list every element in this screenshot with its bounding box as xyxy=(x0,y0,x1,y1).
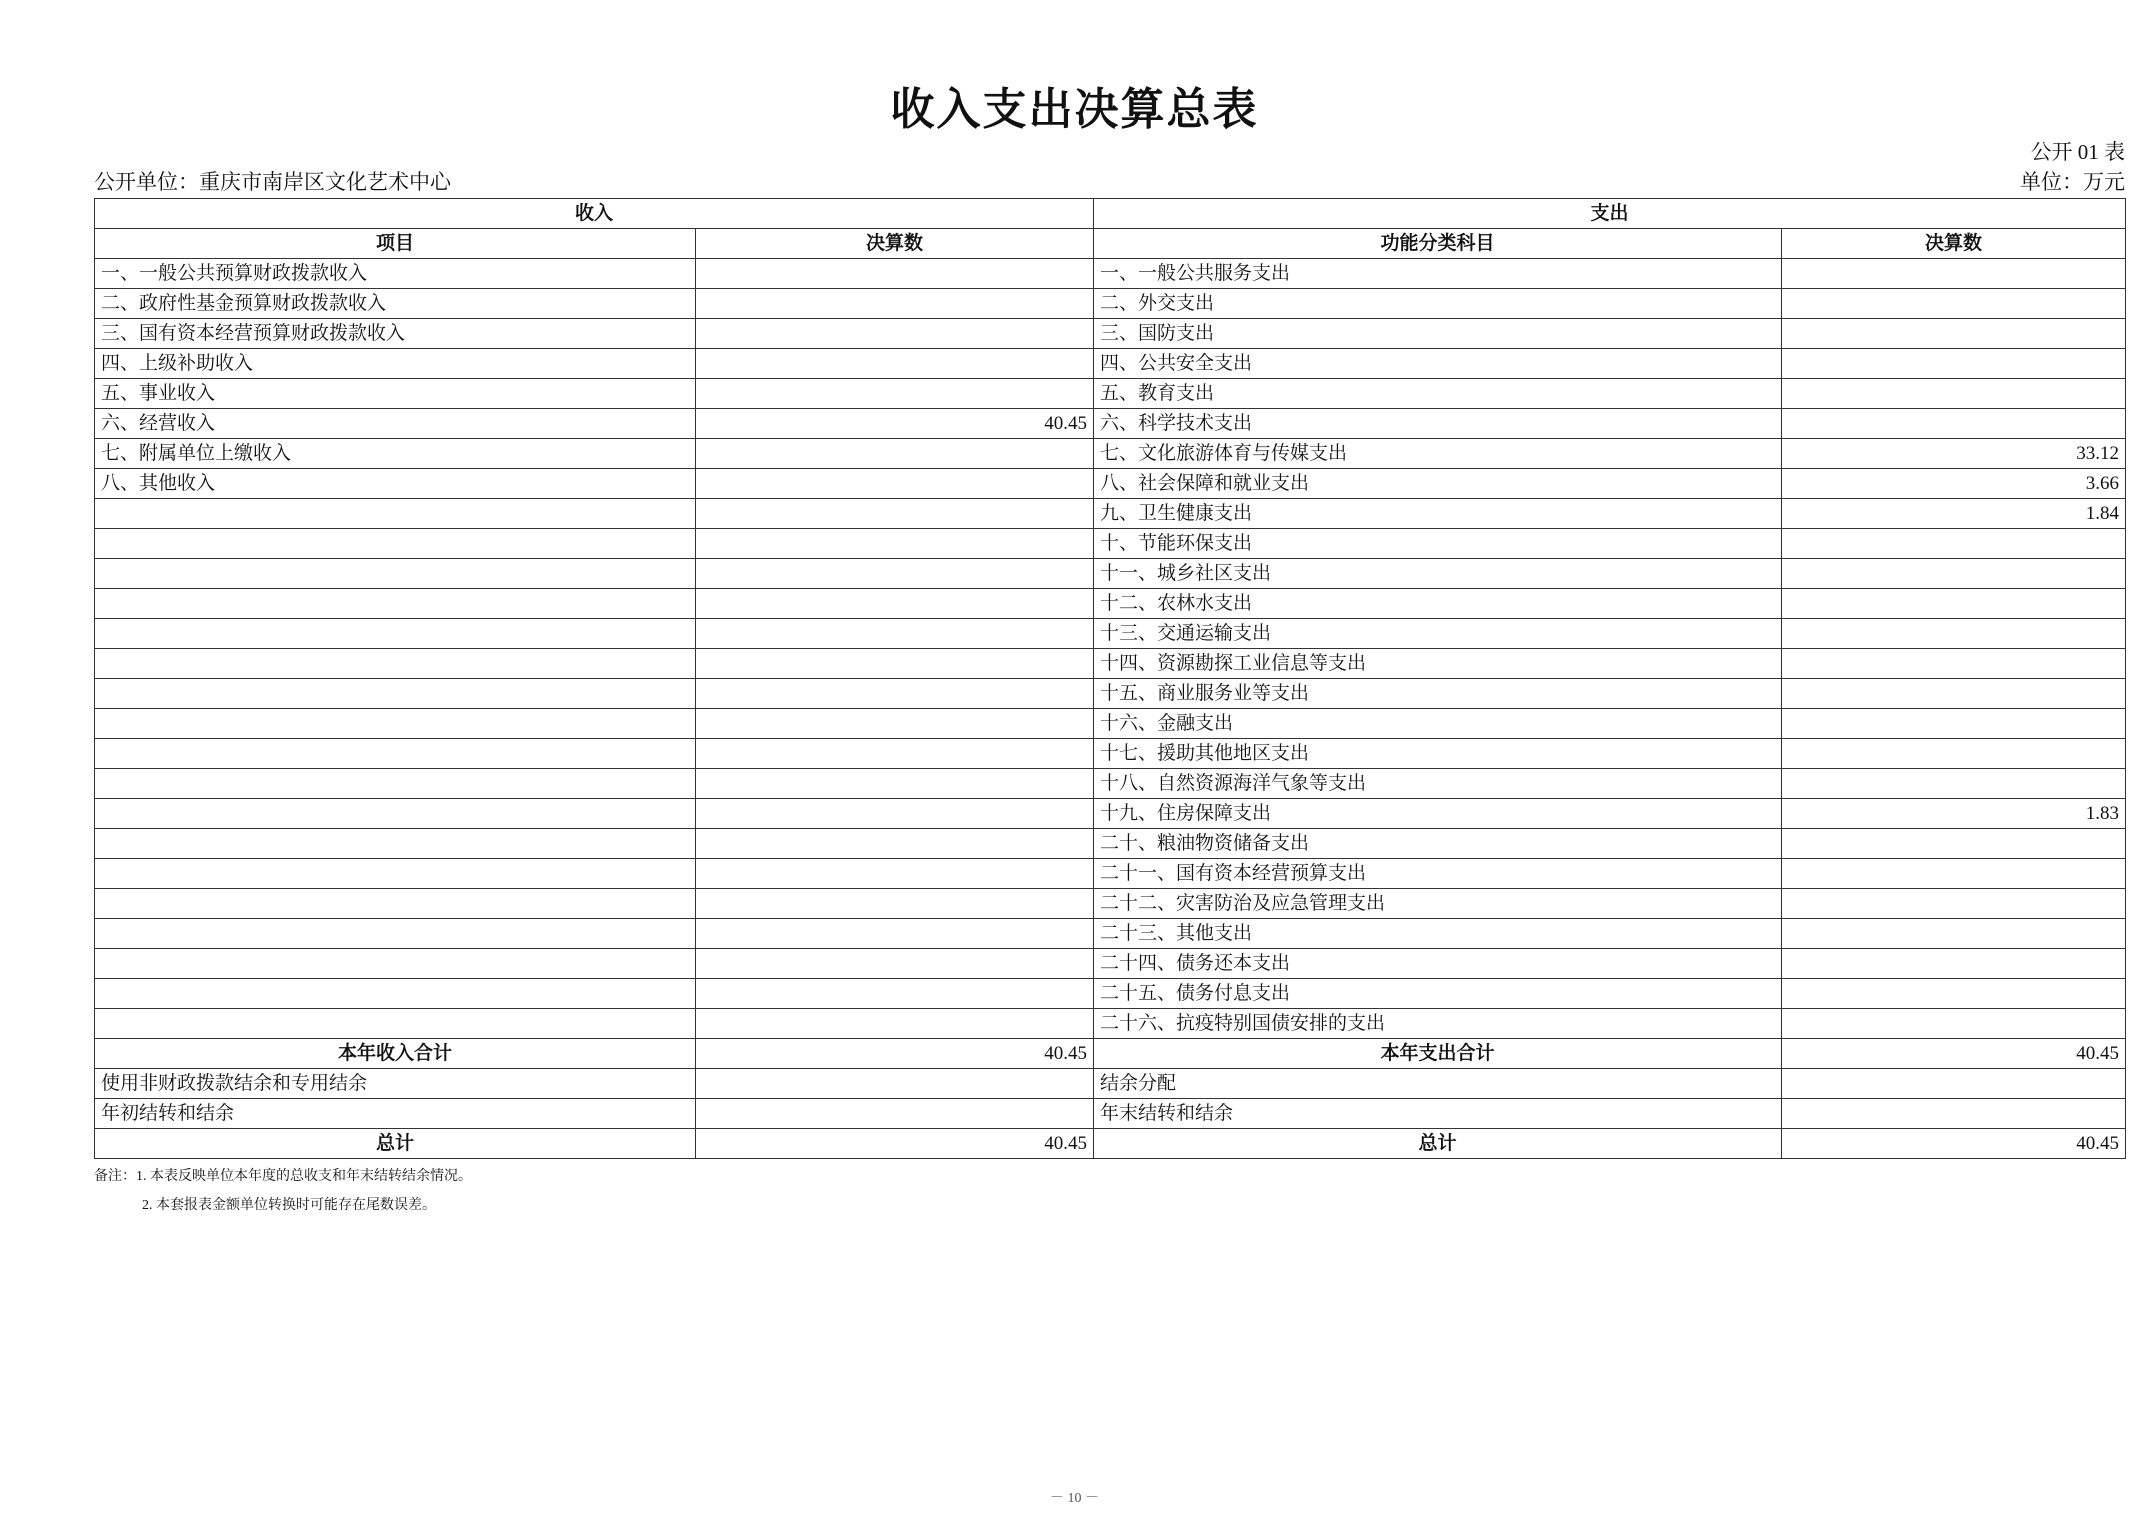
income-item-cell xyxy=(95,859,696,889)
year-total-row xyxy=(95,1039,2126,1069)
expense-amount-cell xyxy=(1782,679,2126,709)
expense-year-total-amount: 40.45 xyxy=(1782,1039,2126,1069)
income-amount-cell xyxy=(696,799,1094,829)
income-amount-cell xyxy=(696,979,1094,1009)
income-item-cell: 四、上级补助收入 xyxy=(95,349,696,379)
income-amount-cell xyxy=(696,949,1094,979)
income-amount-cell xyxy=(696,739,1094,769)
expense-amount-cell xyxy=(1782,979,2126,1009)
income-amount-cell xyxy=(696,859,1094,889)
expense-item-cell: 十四、资源勘探工业信息等支出 xyxy=(1094,649,1782,679)
table-row xyxy=(95,409,2126,439)
column-header-row xyxy=(95,229,2126,259)
table-row xyxy=(95,889,2126,919)
expense-item-cell: 二十二、灾害防治及应急管理支出 xyxy=(1094,889,1782,919)
income-amount-header: 决算数 xyxy=(696,229,1094,259)
table-row xyxy=(95,1009,2126,1039)
table-row xyxy=(95,919,2126,949)
expense-amount-cell xyxy=(1782,919,2126,949)
section-header-row xyxy=(95,199,2126,229)
income-amount-cell xyxy=(696,439,1094,469)
income-year-total-amount: 40.45 xyxy=(696,1039,1094,1069)
table-row xyxy=(95,979,2126,1009)
expense-item-cell: 九、卫生健康支出 xyxy=(1094,499,1782,529)
table-row xyxy=(95,439,2126,469)
income-item-cell xyxy=(95,559,696,589)
income-amount-cell xyxy=(696,769,1094,799)
income-item-header: 项目 xyxy=(95,229,696,259)
expense-amount-cell: 1.84 xyxy=(1782,499,2126,529)
expense-amount-cell xyxy=(1782,289,2126,319)
expense-amount-cell xyxy=(1782,1069,2126,1099)
income-amount-cell xyxy=(696,889,1094,919)
income-item-cell: 八、其他收入 xyxy=(95,469,696,499)
income-item-cell xyxy=(95,829,696,859)
expense-item-cell: 十三、交通运输支出 xyxy=(1094,619,1782,649)
grand-total-row xyxy=(95,1129,2126,1159)
expense-item-cell: 六、科学技术支出 xyxy=(1094,409,1782,439)
expense-item-cell: 一、一般公共服务支出 xyxy=(1094,259,1782,289)
expense-amount-cell xyxy=(1782,589,2126,619)
extra-row xyxy=(95,1069,2126,1099)
table-row xyxy=(95,349,2126,379)
table-row xyxy=(95,529,2126,559)
table-row xyxy=(95,799,2126,829)
expense-amount-cell xyxy=(1782,409,2126,439)
income-amount-cell xyxy=(696,469,1094,499)
income-item-cell: 使用非财政拨款结余和专用结余 xyxy=(95,1069,696,1099)
income-amount-cell xyxy=(696,1099,1094,1129)
footnote-line: 备注：1. 本表反映单位本年度的总收支和年末结转结余情况。 xyxy=(94,1169,472,1184)
income-item-cell xyxy=(95,589,696,619)
table-row xyxy=(95,319,2126,349)
income-amount-cell xyxy=(696,619,1094,649)
income-amount-cell xyxy=(696,529,1094,559)
table-code: 公开 01 表 xyxy=(2030,140,2125,164)
income-amount-cell xyxy=(696,679,1094,709)
expense-item-cell: 十二、农林水支出 xyxy=(1094,589,1782,619)
income-year-total-label: 本年收入合计 xyxy=(95,1039,696,1069)
expense-amount-cell xyxy=(1782,349,2126,379)
income-section-header: 收入 xyxy=(95,199,1094,229)
table-row xyxy=(95,769,2126,799)
expense-item-cell: 二十五、债务付息支出 xyxy=(1094,979,1782,1009)
income-item-cell xyxy=(95,769,696,799)
expense-amount-cell xyxy=(1782,829,2126,859)
expense-amount-cell xyxy=(1782,1099,2126,1129)
table-row xyxy=(95,949,2126,979)
income-amount-cell xyxy=(696,319,1094,349)
expense-item-cell: 二十六、抗疫特别国债安排的支出 xyxy=(1094,1009,1782,1039)
expense-item-cell: 年末结转和结余 xyxy=(1094,1099,1782,1129)
income-amount-cell xyxy=(696,259,1094,289)
expense-amount-cell xyxy=(1782,319,2126,349)
income-amount-cell xyxy=(696,829,1094,859)
income-item-cell xyxy=(95,619,696,649)
expense-year-total-label: 本年支出合计 xyxy=(1094,1039,1782,1069)
income-item-cell: 年初结转和结余 xyxy=(95,1099,696,1129)
expense-amount-cell xyxy=(1782,619,2126,649)
income-item-cell xyxy=(95,649,696,679)
income-item-cell: 六、经营收入 xyxy=(95,409,696,439)
income-amount-cell xyxy=(696,349,1094,379)
income-item-cell: 五、事业收入 xyxy=(95,379,696,409)
table-row xyxy=(95,379,2126,409)
extra-row xyxy=(95,1099,2126,1129)
table-row xyxy=(95,589,2126,619)
expense-item-cell: 二、外交支出 xyxy=(1094,289,1782,319)
expense-amount-cell: 3.66 xyxy=(1782,469,2126,499)
table-row xyxy=(95,259,2126,289)
expense-item-cell: 七、文化旅游体育与传媒支出 xyxy=(1094,439,1782,469)
income-item-cell xyxy=(95,919,696,949)
income-amount-cell xyxy=(696,289,1094,319)
table-row xyxy=(95,469,2126,499)
expense-amount-header: 决算数 xyxy=(1782,229,2126,259)
expense-section-header: 支出 xyxy=(1094,199,2126,229)
income-grand-total-label: 总计 xyxy=(95,1129,696,1159)
table-row xyxy=(95,829,2126,859)
income-amount-cell xyxy=(696,919,1094,949)
expense-amount-cell: 33.12 xyxy=(1782,439,2126,469)
expense-item-cell: 三、国防支出 xyxy=(1094,319,1782,349)
table-row xyxy=(95,499,2126,529)
expense-amount-cell xyxy=(1782,1009,2126,1039)
income-item-cell: 一、一般公共预算财政拨款收入 xyxy=(95,259,696,289)
expense-amount-cell xyxy=(1782,259,2126,289)
expense-amount-cell xyxy=(1782,769,2126,799)
table-body xyxy=(95,259,2126,1159)
income-item-cell: 三、国有资本经营预算财政拨款收入 xyxy=(95,319,696,349)
income-amount-cell xyxy=(696,499,1094,529)
currency-unit: 单位：万元 xyxy=(2020,170,2125,194)
expense-amount-cell: 1.83 xyxy=(1782,799,2126,829)
expense-amount-cell xyxy=(1782,529,2126,559)
expense-item-cell: 四、公共安全支出 xyxy=(1094,349,1782,379)
income-item-cell: 二、政府性基金预算财政拨款收入 xyxy=(95,289,696,319)
expense-amount-cell xyxy=(1782,649,2126,679)
expense-item-cell: 十、节能环保支出 xyxy=(1094,529,1782,559)
income-amount-cell: 40.45 xyxy=(696,409,1094,439)
table-row xyxy=(95,859,2126,889)
expense-item-cell: 十五、商业服务业等支出 xyxy=(1094,679,1782,709)
income-amount-cell xyxy=(696,709,1094,739)
expense-amount-cell xyxy=(1782,859,2126,889)
reporting-unit: 公开单位：重庆市南岸区文化艺术中心 xyxy=(94,170,451,194)
expense-item-cell: 五、教育支出 xyxy=(1094,379,1782,409)
table-row xyxy=(95,679,2126,709)
expense-item-cell: 十六、金融支出 xyxy=(1094,709,1782,739)
expense-item-cell: 二十一、国有资本经营预算支出 xyxy=(1094,859,1782,889)
table-row xyxy=(95,739,2126,769)
income-item-cell xyxy=(95,1009,696,1039)
income-amount-cell xyxy=(696,379,1094,409)
page-title: 收入支出决算总表 xyxy=(890,85,1259,134)
income-item-cell xyxy=(95,679,696,709)
expense-grand-total-amount: 40.45 xyxy=(1782,1129,2126,1159)
expense-amount-cell xyxy=(1782,889,2126,919)
income-item-cell xyxy=(95,949,696,979)
expense-amount-cell xyxy=(1782,709,2126,739)
income-item-cell xyxy=(95,889,696,919)
income-amount-cell xyxy=(696,1069,1094,1099)
table-row xyxy=(95,619,2126,649)
income-amount-cell xyxy=(696,1009,1094,1039)
income-amount-cell xyxy=(696,649,1094,679)
table-row xyxy=(95,709,2126,739)
expense-item-cell: 十九、住房保障支出 xyxy=(1094,799,1782,829)
expense-item-cell: 结余分配 xyxy=(1094,1069,1782,1099)
footnotes xyxy=(94,1162,472,1220)
income-item-cell: 七、附属单位上缴收入 xyxy=(95,439,696,469)
expense-item-cell: 十七、援助其他地区支出 xyxy=(1094,739,1782,769)
expense-amount-cell xyxy=(1782,739,2126,769)
income-item-cell xyxy=(95,799,696,829)
table-row xyxy=(95,649,2126,679)
page-number: － 10 － xyxy=(1050,1491,1099,1506)
footnote-line: 2. 本套报表金额单位转换时可能存在尾数误差。 xyxy=(142,1198,436,1213)
expense-item-cell: 八、社会保障和就业支出 xyxy=(1094,469,1782,499)
expense-grand-total-label: 总计 xyxy=(1094,1129,1782,1159)
expense-item-cell: 二十四、债务还本支出 xyxy=(1094,949,1782,979)
expense-item-cell: 十八、自然资源海洋气象等支出 xyxy=(1094,769,1782,799)
income-amount-cell xyxy=(696,559,1094,589)
income-amount-cell xyxy=(696,589,1094,619)
expense-item-header: 功能分类科目 xyxy=(1094,229,1782,259)
expense-amount-cell xyxy=(1782,949,2126,979)
table-row xyxy=(95,559,2126,589)
table-row xyxy=(95,289,2126,319)
income-item-cell xyxy=(95,709,696,739)
expense-item-cell: 二十、粮油物资储备支出 xyxy=(1094,829,1782,859)
income-item-cell xyxy=(95,739,696,769)
income-item-cell xyxy=(95,499,696,529)
expense-item-cell: 十一、城乡社区支出 xyxy=(1094,559,1782,589)
income-item-cell xyxy=(95,979,696,1009)
income-expense-table xyxy=(94,198,2126,1159)
income-item-cell xyxy=(95,529,696,559)
expense-item-cell: 二十三、其他支出 xyxy=(1094,919,1782,949)
expense-amount-cell xyxy=(1782,559,2126,589)
expense-amount-cell xyxy=(1782,379,2126,409)
income-grand-total-amount: 40.45 xyxy=(696,1129,1094,1159)
